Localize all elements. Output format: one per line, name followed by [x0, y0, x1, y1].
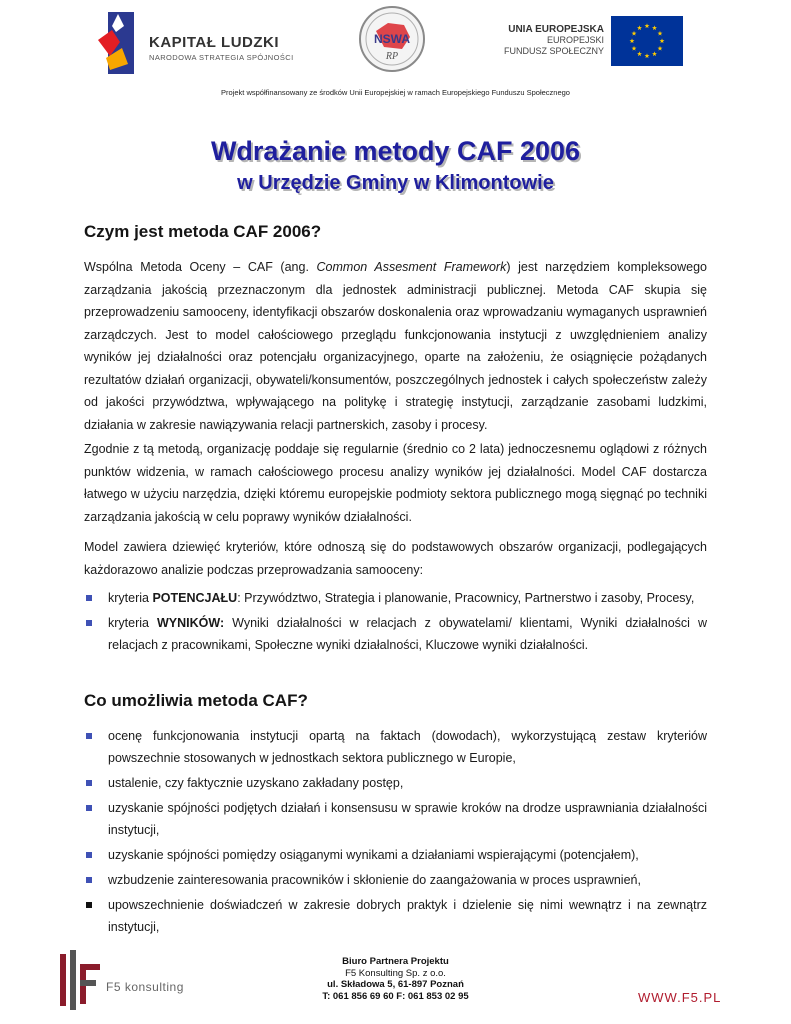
- list-item: uzyskanie spójności podjętych działań i konsensusu w sprawie kroków na drodze usprawniania działalności instytucji,: [84, 797, 707, 841]
- page-subtitle: w Urzędzie Gminy w Klimontowie: [237, 172, 554, 194]
- footer-line1: Biuro Partnera Projektu: [342, 956, 449, 967]
- criteria-list: [84, 587, 707, 659]
- eu-line2: EUROPEJSKI: [546, 35, 604, 45]
- footer-line4: T: 061 856 69 60 F: 061 853 02 95: [322, 990, 469, 1002]
- list-item: wzbudzenie zainteresowania pracowników i skłonienie do zaangażowania w proces usprawnień,: [84, 869, 707, 891]
- square-bullet-icon: [86, 733, 92, 739]
- eu-fund-text: [500, 24, 604, 57]
- nswa-text: NSWA: [374, 32, 410, 46]
- list-item: uzyskanie spójności pomiędzy osiąganymi wynikami a działaniami wspierającymi (potencjałem),: [84, 844, 707, 866]
- kapital-ludzki-logo: [98, 12, 298, 74]
- eu-line3: FUNDUSZ SPOŁECZNY: [503, 46, 604, 56]
- kapital-ludzki-emblem-icon: [98, 12, 134, 74]
- page-title: Wdrażanie metody CAF 2006: [210, 136, 581, 166]
- footer-line3: ul. Składowa 5, 61-897 Poznań: [327, 979, 464, 990]
- eu-line1: UNIA EUROPEJSKA: [508, 24, 604, 35]
- list-item: kryteria WYNIKÓW: Wyniki działalności w relacjach z obywatelami/ klientami, Wyniki działalności w relacjach z pracownikami, Społeczne wyniki działalności, Kluczowe wyniki działalności.: [84, 612, 707, 656]
- square-bullet-icon: [86, 620, 92, 626]
- paragraph-caf-criteria: Model zawiera dziewięć kryteriów, które odnoszą się do podstawowych obszarów organizacji, podlegających każdorazowo analizie podczas przeprowadzania samooceny:: [84, 540, 707, 577]
- square-bullet-icon: [86, 805, 92, 811]
- f5-logo-text: F5 konsulting: [106, 980, 184, 994]
- square-bullet-icon: [86, 852, 92, 858]
- square-bullet-icon: [86, 780, 92, 786]
- section-heading-what-is-caf: Czym jest metoda CAF 2006?: [84, 222, 322, 241]
- benefits-list: [84, 725, 707, 941]
- website-link[interactable]: WWW.F5.PL: [638, 990, 722, 1005]
- list-item: ustalenie, czy faktycznie uzyskano zakładany postęp,: [84, 772, 707, 794]
- list-item: kryteria POTENCJAŁU: Przywództwo, Strategia i planowanie, Pracownicy, Partnerstwo i zasoby, Procesy,: [84, 587, 707, 609]
- square-bullet-icon: [86, 877, 92, 883]
- kapital-ludzki-subtitle: NARODOWA STRATEGIA SPÓJNOŚCI: [149, 53, 294, 62]
- square-bullet-icon: [86, 902, 92, 908]
- eu-flag-icon: [611, 16, 683, 66]
- list-item: ocenę funkcjonowania instytucji opartą na faktach (dowodach), wykorzystującą zestaw kryteriów powszechnie stosowanych w jednostkach sektora publicznego w Europie,: [84, 725, 707, 769]
- list-item: upowszechnienie doświadczeń w zakresie dobrych praktyk i dzielenie się nimi wewnątrz i na zewnątrz instytucji,: [84, 894, 707, 938]
- paragraph-caf-definition: Wspólna Metoda Oceny – CAF (ang. Common Assesment Framework) jest narzędziem kompleksowego zarządzania jakością przeznaczonym dla jednostek administracji publicznej. Metoda CAF skupia się przeprowadzeniu samooceny, identyfikacji obszarów doskonalenia oraz wprowadzaniu wymaganych usprawnień zarządczych. Jest to model całościowego przeglądu funkcjonowania instytucji z uwzględnieniem analizy wyników jej działalności oraz potencjału organizacyjnego, oparte na założeniu, że osiągnięcie pożądanych rezultatów działań organizacji, obywateli/konsumentów, poszczególnych jednostek i całych społeczeństw zależy od jakości przywództwa, wpływającego na politykę i strategię instytucji, zarządzanie zasobami ludzkimi, działania w zakresie nawiązywania relacji partnerskich, zasoby i procesy.: [84, 260, 707, 432]
- cofinance-note: Projekt współfinansowany ze środków Unii Europejskiej w ramach Europejskiego Funduszu Społecznego: [221, 88, 570, 97]
- footer-line2: F5 Konsulting Sp. z o.o.: [345, 967, 446, 979]
- square-bullet-icon: [86, 595, 92, 601]
- nswa-seal: [358, 5, 426, 73]
- paragraph-caf-method: Zgodnie z tą metodą, organizację poddaje się regularnie (średnio co 2 lata) jednoczesnemu oglądowi z różnych punktów widzenia, w ramach całościowego procesu analizy wyników jej działalności. Model CAF dostarcza łatwego w użyciu narzędzia, dzięki któremu europejskie podmioty sektora publicznego mogą sięgnąć po techniki zarządzania jakością w celu poprawy wyników działalności.: [84, 442, 707, 524]
- kapital-ludzki-title: KAPITAŁ LUDZKI: [149, 34, 280, 51]
- nswa-sub: RP: [385, 51, 399, 62]
- section-heading-what-caf-enables: Co umożliwia metoda CAF?: [84, 691, 308, 710]
